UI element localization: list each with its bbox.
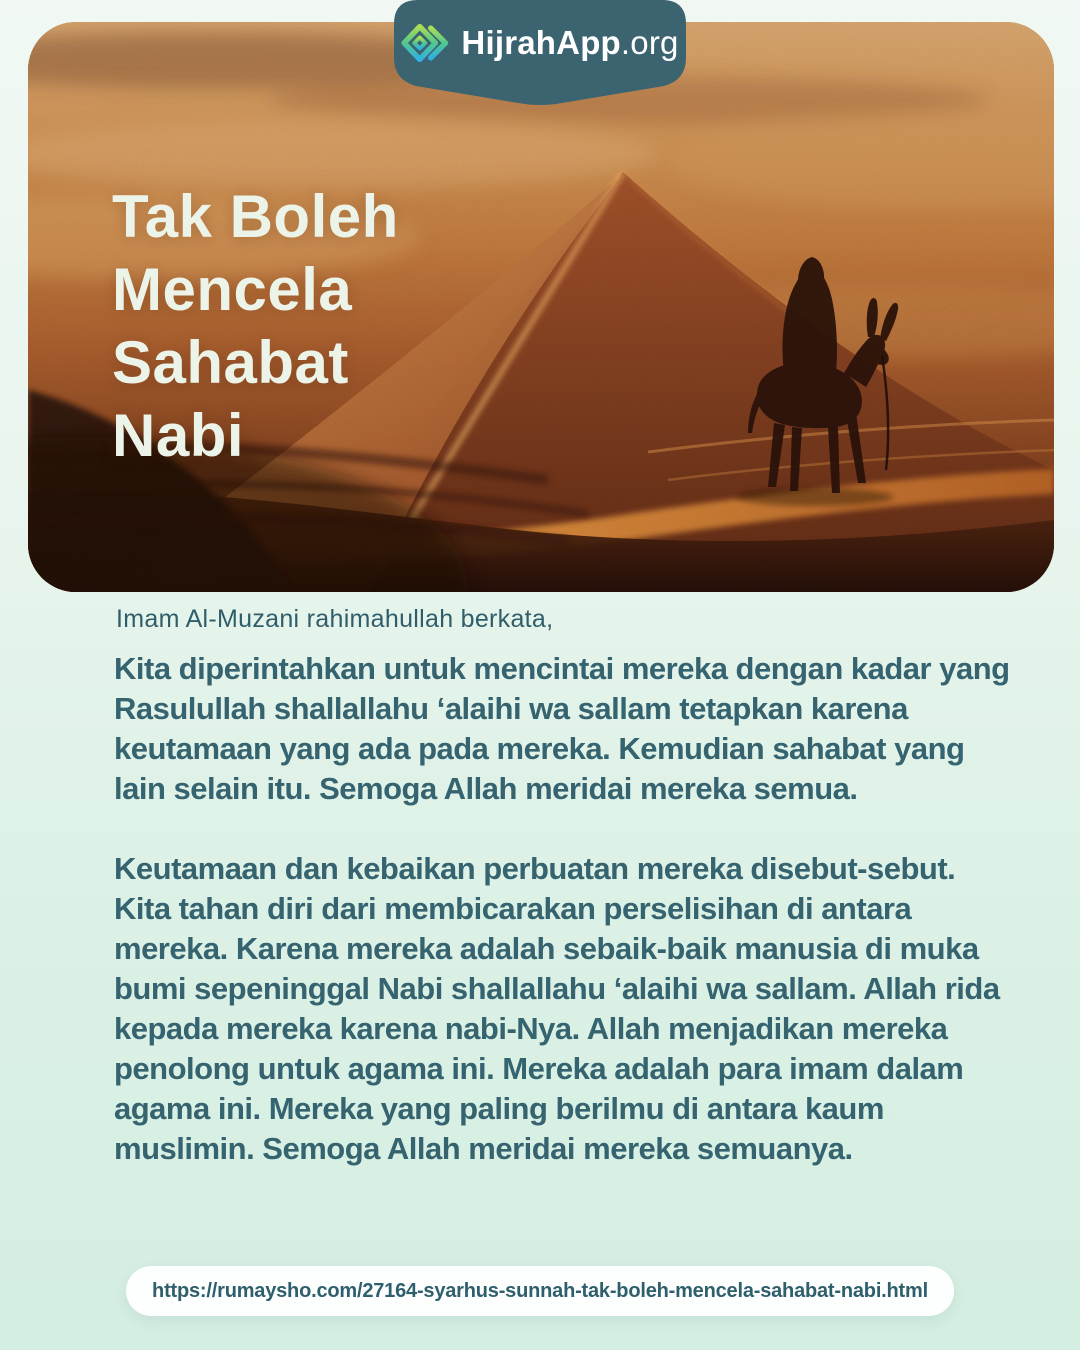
title-line-1: Tak Boleh — [112, 183, 399, 250]
quote-attribution: Imam Al-Muzani rahimahullah berkata, — [116, 605, 554, 633]
brand-badge — [394, 0, 686, 106]
brand-name-suffix: .org — [620, 24, 679, 61]
source-url-pill[interactable] — [126, 1266, 954, 1316]
quote-paragraph-1: Kita diperintahkan untuk mencintai mereka dengan kadar yang Rasulullah shallallahu ‘alaihi wa sallam tetapkan karena keutamaan yang ada pada mereka. Kemudian sahabat yang lain selain itu. Semoga Allah meridai mereka semua. — [114, 651, 1010, 806]
badge-content — [394, 0, 686, 86]
brand-name-part2: App — [556, 24, 621, 61]
post-title — [112, 180, 399, 472]
title-line-4: Nabi — [112, 402, 245, 469]
brand-name-part1: Hijrah — [461, 24, 557, 61]
hero-image — [28, 22, 1054, 592]
quote-section — [114, 603, 1019, 1209]
brand-name — [461, 24, 678, 62]
title-line-2: Mencela — [112, 256, 353, 323]
quote-paragraph-2: Keutamaan dan kebaikan perbuatan mereka disebut-sebut. Kita tahan diri dari membicarakan perselisihan di antara mereka. Karena mereka adalah sebaik-baik manusia di muka bumi sepeninggal Nabi shallallahu ‘alaihi wa sallam. Allah rida kepada mereka karena nabi-Nya. Allah menjadikan mereka penolong untuk agama ini. Mereka adalah para imam dalam agama ini. Mereka yang paling berilmu di antara kaum muslimin. Semoga Allah meridai mereka semuanya. — [114, 851, 1000, 1166]
source-url: https://rumaysho.com/27164-syarhus-sunnah-tak-boleh-mencela-sahabat-nabi.html — [152, 1279, 928, 1302]
hijrahapp-logo-icon — [401, 14, 451, 72]
title-line-3: Sahabat — [112, 329, 349, 396]
